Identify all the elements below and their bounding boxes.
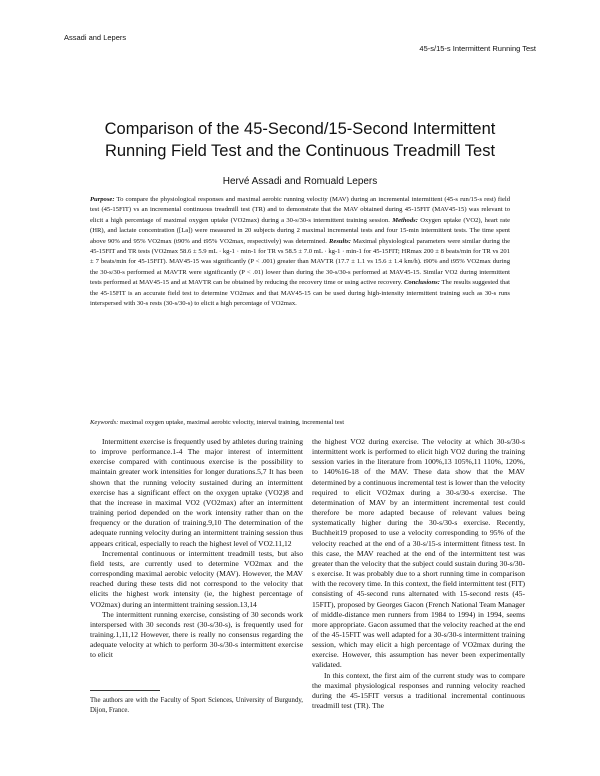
purpose-text: To compare the physiological responses and maximal aerobic running velocity (MAV) during an incremental intermittent (45-s run/15-s rest) field test (45-15FIT) vs an incremental continuous treadmill test (TR) and to demonstrate that the MAV obtained during 45-15FIT (MAV45-15) was relevant to elicit a high percentage of maximal oxygen uptake (VO2max) during a 30-s/30-s intermittent training session.	[90, 196, 510, 224]
methods-label: Methods:	[392, 216, 418, 224]
body-paragraph: In this context, the first aim of the current study was to compare the maximal physiological responses and running velocity reached during the 45-15FIT versus a traditional incremental continuous treadmill test (TR). The	[312, 670, 525, 711]
title-line-1: Comparison of the 45-Second/15-Second Intermittent	[104, 120, 496, 138]
results-text: Maximal physiological parameters were similar during the 45-15FIT and TR tests (VO2max 58.6 ± 5.9 mL · kg-1 · min-1 for TR vs 58.5 ± 7.0 mL · kg-1 · min-1 for 45-15FIT; HRmax 200 ± 8 beats/min for TR vs 201 ± 7 beats/min for 45-15FIT). MAV45-15 was significantly (P < .001) greater than MAVTR (17.7 ± 1.1 vs 15.6 ± 1.4 km/h). t90% and t95% VO2max during the 30-s/30-s performed at MAVTR were significantly (P < .01) lower than during the 30-s/30-s performed at MAV45-15. Similar VO2 during intermittent tests performed at MAV45-15 and at MAVTR can be obtained by reducing the recovery time or using active recovery.	[90, 237, 510, 287]
keywords-text: maximal oxygen uptake, maximal aerobic velocity, interval training, incremental test	[118, 419, 345, 426]
body-paragraph: the highest VO2 during exercise. The velocity at which 30-s/30-s intermittent work is performed to elicit high VO2 during the training session varies in the literature from 100%,13 105%,11 110%, 120%, to 140%16-18 of the MAV. These data show that the MAV determined by a continuous incremental test is lower than the velocity required to elicit VO2max during a 30-s/30-s exercise. The determination of MAV by an intermittent incremental test could therefore be more adapted because of relevant values being systematically higher during the 30-s/30-s exercise. Recently, Buchheit19 proposed to use a velocity corresponding to 95% of the velocity reached at the end of a 30-s/15-s intermittent fitness test. In this case, the MAV reached at the end of the intermittent test was greater than the velocity that the subject could sustain during 30-s/30-s exercise. It was probably due to a short running time in comparison with the recovery time. In this context, the field intermittent test (FIT) consisting of 45-second runs alternated with 15-second rests (45-15FIT), proposed by Georges Gacon (French National Team Manager of middle-distance men runners from 1984 to 1994) in 1994, seems more appropriate. Gacon assumed that the velocity reached at the end of the 45-15FIT was well adapted for a 30-s/30-s intermittent training session, which may elicit a high percentage of VO2max during the exercise. However, this assumption has never been experimentally validated.	[312, 437, 525, 670]
author-affiliation-footnote: The authors are with the Faculty of Sport Sciences, University of Burgundy, Dijon, France.	[90, 697, 303, 714]
footnote-divider	[90, 690, 160, 691]
abstract	[90, 195, 510, 309]
running-header-left: Assadi and Lepers	[64, 33, 127, 42]
conclusions-label: Conclusions:	[404, 279, 440, 287]
keywords-label: Keywords:	[90, 419, 119, 426]
body-paragraph: The intermittent running exercise, consisting of 30 seconds work interspersed with 30 seconds rest (30-s/30-s), is frequently used for training.1,11,12 However, there is really no consensus regarding the adequate velocity at which to perform 30-s/30-s intermittent exercise to elicit	[90, 609, 303, 660]
body-paragraph: Incremental continuous or intermittent treadmill tests, but also field tests, are currently used to determine VO2max and the corresponding maximal aerobic velocity (MAV). However, the MAV reached during these tests did not correspond to the velocity that elicits the highest work intensity (ie, the highest percentage of VO2max) during an intermittent training session.13,14	[90, 548, 303, 609]
body-paragraph: Intermittent exercise is frequently used by athletes during training to improve performance.1-4 The major interest of intermittent exercise compared with continuous exercise is the possibility to maintain greater work intensities for longer durations.5,7 It has been shown that the running velocity sustained during an intermittent exercise has a significant effect on the oxygen uptake (VO2)8 and that the increase in maximal VO2 (VO2max) after an intermittent training period depended on the work intensity rather than on the frequency or the duration of training.9,10 The determination of the adequate running velocity during an intermittent training session thus appears critical, especially to reach the highest level of VO2.11,12	[90, 437, 303, 548]
conclusions-text: The results suggested that the 45-15FIT is an accurate field test to determine VO2max and that MAV45-15 can be used during high-intensity intermittent training such as 30-s runs interspersed with 30-s rests (30-s/30-s) to elicit a high percentage of VO2max.	[90, 279, 511, 308]
running-header-right: 45-s/15-s Intermittent Running Test	[419, 44, 536, 53]
paper-title	[60, 118, 540, 162]
authors: Hervé Assadi and Romuald Lepers	[222, 176, 378, 187]
results-label: Results:	[329, 237, 351, 245]
purpose-label: Purpose:	[90, 196, 115, 203]
title-line-2: Running Field Test and the Continuous Treadmill Test	[104, 142, 496, 160]
keywords	[90, 418, 510, 428]
body-column-right	[312, 437, 525, 711]
methods-text: Oxygen uptake (VO2), heart rate (HR), and lactate concentration ([La]) were measured in 20 subjects during 2 maximal incremental tests and four 15-min intermittent tests. The time spent above 90% and 95% VO2max (t90% and t95% VO2max, respectively) was determined.	[90, 216, 510, 245]
body-column-left	[90, 437, 303, 660]
